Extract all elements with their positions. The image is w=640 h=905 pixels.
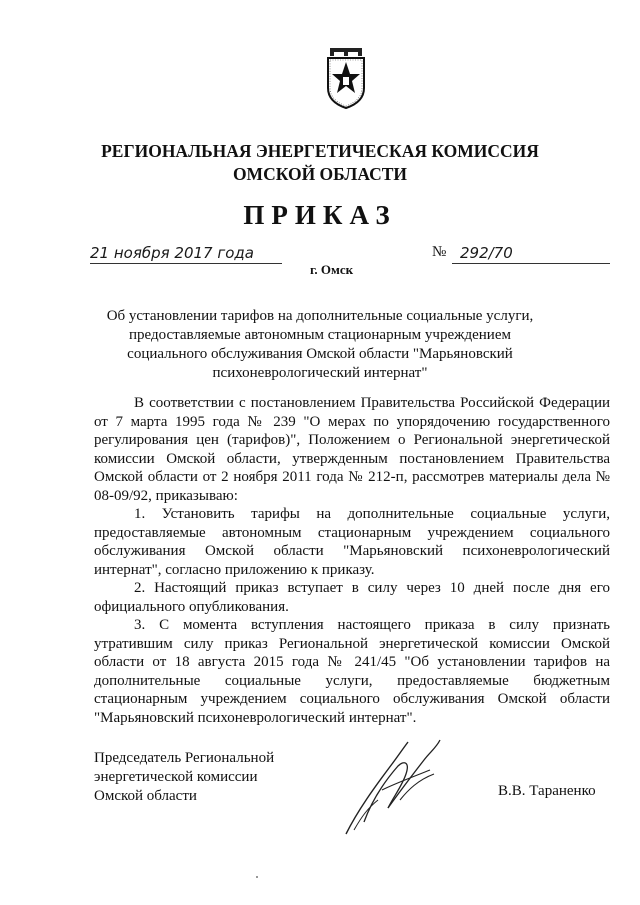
signatory-position-line2: энергетической комиссии <box>94 769 258 785</box>
preamble-paragraph: В соответствии с постановлением Правительства Российской Федерации от 7 марта 1995 года № 239 "О мерах по упорядочению государственного регулирования цен (тарифов)", Положением о Региональной энергетической комиссии Омской области, утвержденным постановлением Правительства Омской области от 2 ноября 2011 года № 212-п, рассмотрев материалы дела № 08-09/92, приказываю: <box>94 395 610 504</box>
organization-name-line1: РЕГИОНАЛЬНАЯ ЭНЕРГЕТИЧЕСКАЯ КОМИССИЯ <box>101 141 539 161</box>
item-1-paragraph: 1. Установить тарифы на дополнительные социальные услуги, предоставляемые автономным стационарным учреждением социального обслуживания Омской области "Марьяновский психоневрологический интернат", согласно приложению к приказу. <box>94 506 610 578</box>
city-label: г. Омск <box>310 262 354 277</box>
order-body <box>94 394 610 727</box>
coat-of-arms-emblem <box>324 48 368 110</box>
scan-artifact-dot <box>256 876 258 878</box>
order-subject: Об установлении тарифов на дополнительные социальные услуги, предоставляемые автономным стационарным учреждением социального обслуживания Омской области "Марьяновский психоневрологический интернат" <box>106 308 534 381</box>
order-date-handwritten: 21 ноября 2017 года <box>90 244 282 264</box>
signatory-position-line1: Председатель Региональной <box>94 750 275 766</box>
organization-name-line2: ОМСКОЙ ОБЛАСТИ <box>232 164 408 184</box>
document-title: ПРИКАЗ <box>243 200 397 230</box>
item-3-paragraph: 3. С момента вступления настоящего приказа в силу признать утратившим силу приказ Региональной энергетической комиссии Омской области от 18 августа 2015 года № 241/45 "Об установлении тарифов на дополнительные социальные услуги, предоставляемые бюджетным стационарным учреждением социального обслуживания Омской области "Марьяновский психоневрологический интернат". <box>94 617 610 726</box>
signatory-name: В.В. Тараненко <box>498 783 596 799</box>
order-number-prefix: № <box>432 244 447 260</box>
item-2-paragraph: 2. Настоящий приказ вступает в силу через 10 дней после дня его официального опубликования. <box>94 580 610 615</box>
signatory-position <box>94 749 274 806</box>
handwritten-signature <box>338 730 448 840</box>
signatory-position-line3: Омской области <box>94 788 197 804</box>
order-number-handwritten: 292/70 <box>452 244 610 264</box>
